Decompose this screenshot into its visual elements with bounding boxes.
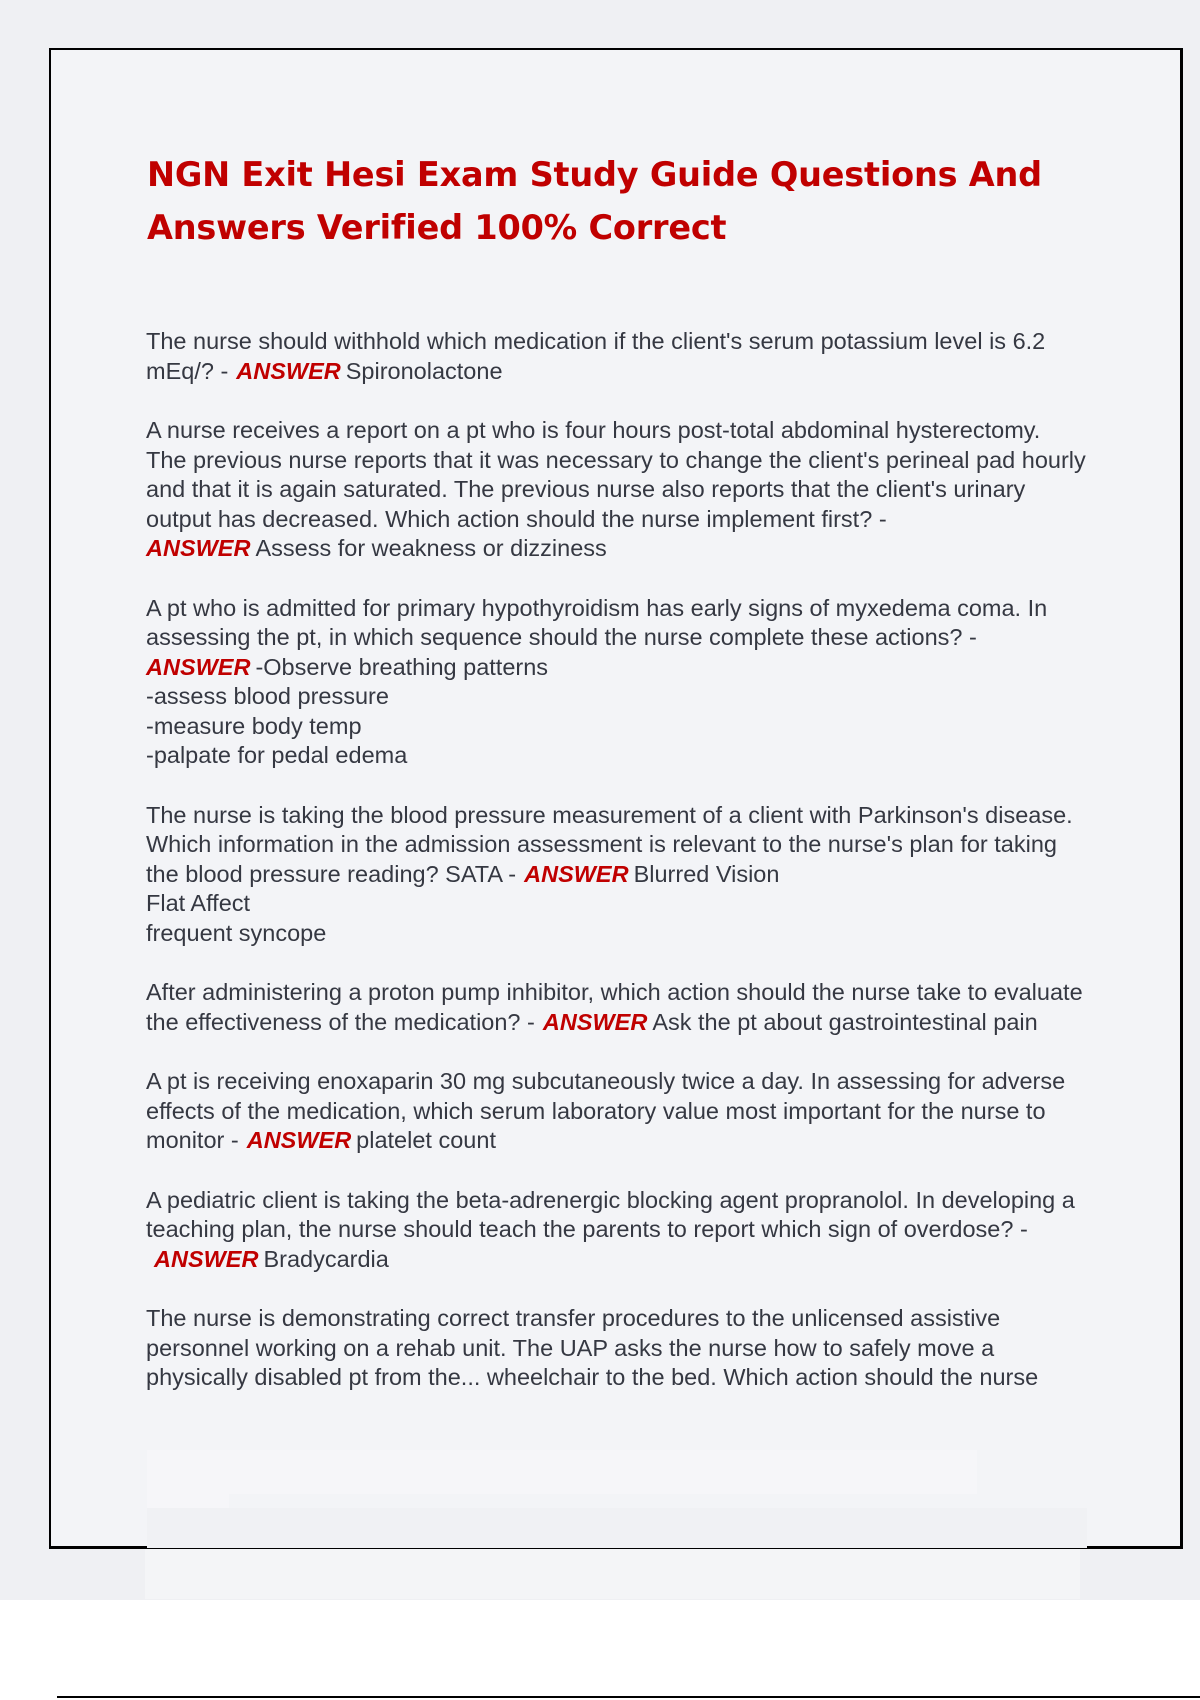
- qa-item: [146, 327, 1086, 386]
- answer-label: ANSWER: [146, 535, 251, 561]
- answer-text: frequent syncope: [146, 919, 327, 946]
- question-text: The nurse should withhold which medication if the client's serum potassium level is 6.2 mEq/? -: [146, 328, 1046, 384]
- answer-text: Spironolactone: [345, 357, 503, 384]
- qa-item: [146, 801, 1086, 949]
- document-title: NGN Exit Hesi Exam Study Guide Questions And Answers Verified 100% Correct: [147, 155, 1042, 247]
- qa-item: [146, 1304, 1086, 1393]
- answer-text: Bradycardia: [263, 1245, 389, 1272]
- qa-item: [146, 594, 1086, 771]
- question-text: A pediatric client is taking the beta-adrenergic blocking agent propranolol. In developing a teaching plan, the nurse should teach the parents to report which sign of overdose? -: [146, 1186, 1075, 1242]
- answer-label: ANSWER: [146, 653, 251, 680]
- answer-text: -palpate for pedal edema: [146, 742, 408, 768]
- question-text: After administering a proton pump inhibitor, which action should the nurse take to evaluate the effectiveness of the medication? -: [146, 979, 1083, 1035]
- answer-text: Flat Affect: [146, 890, 251, 916]
- qa-item: [146, 1186, 1086, 1275]
- blurred-content: [147, 1508, 1087, 1548]
- question-text: A pt is receiving enoxaparin 30 mg subcutaneously twice a day. In assessing for adverse effects of the medication, which serum laboratory value most important for the nurse to monitor -: [146, 1068, 1066, 1153]
- blurred-content: [145, 1549, 1080, 1599]
- blurred-content: [147, 1450, 977, 1494]
- page-divider: [57, 1696, 1200, 1698]
- answer-text: Blurred Vision: [633, 860, 780, 887]
- answer-text: platelet count: [356, 1127, 496, 1153]
- qa-list: [146, 327, 1086, 1423]
- answer-text: -measure body temp: [146, 712, 362, 739]
- question-text: A pt who is admitted for primary hypothyroidism has early signs of myxedema coma. In assessing the pt, in which sequence should the nurse complete these actions? -: [146, 594, 1048, 650]
- qa-item: [146, 416, 1086, 564]
- answer-label: ANSWER: [236, 357, 341, 384]
- answer-label: ANSWER: [246, 1127, 352, 1153]
- answer-text: -Observe breathing patterns: [255, 653, 549, 680]
- answer-text: Assess for weakness or dizziness: [255, 535, 607, 561]
- answer-label: ANSWER: [154, 1245, 259, 1272]
- question-text: The nurse is demonstrating correct transfer procedures to the unlicensed assistive personnel working on a rehab unit. The UAP asks the nurse how to safely move a physically disabled pt from the... wheelchair to the bed. Which action should the nurse: [146, 1305, 1039, 1390]
- question-text: A nurse receives a report on a pt who is four hours post-total abdominal hysterectomy. The previous nurse reports that it was necessary to change the client's perineal pad hourly and that it is again saturated. The previous nurse also reports that the client's urinary output has decreased. Which action should the nurse implement first? -: [146, 417, 1086, 532]
- answer-text: -assess blood pressure: [146, 683, 389, 709]
- document-page: [49, 48, 1183, 1549]
- answer-label: ANSWER: [542, 1008, 648, 1035]
- answer-text: Ask the pt about gastrointestinal pain: [652, 1008, 1038, 1035]
- answer-label: ANSWER: [524, 860, 629, 887]
- question-text: The nurse is taking the blood pressure measurement of a client with Parkinson's disease. Which information in the admission assessment is relevant to the nurse's plan for taking the blood pressure reading? SATA -: [146, 801, 1073, 887]
- qa-item: [146, 1067, 1086, 1156]
- qa-item: [146, 978, 1086, 1037]
